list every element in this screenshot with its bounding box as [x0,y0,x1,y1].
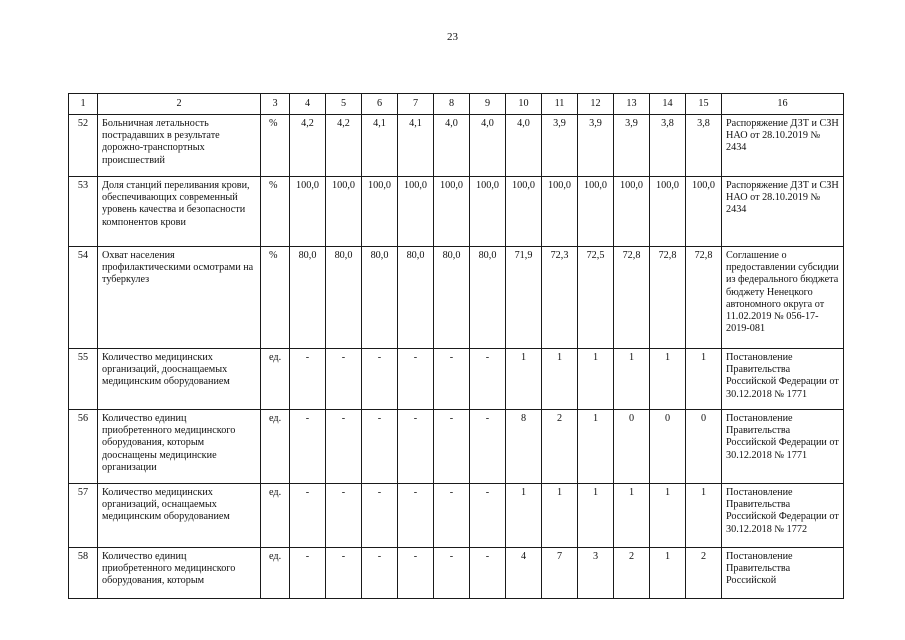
value-cell: 4,1 [362,115,398,177]
value-cell: - [362,410,398,484]
column-header: 14 [650,94,686,115]
value-cell: 100,0 [434,177,470,247]
value-cell: 3,9 [578,115,614,177]
unit-cell: ед. [261,548,290,599]
table-row [69,115,844,177]
source-document-cell: Соглашение о предоставлении субсидии из федерального бюджета бюджету Ненецкого автономного округа от 11.02.2019 № 056-17-2019-081 [722,247,844,349]
unit-cell: % [261,247,290,349]
value-cell: - [362,548,398,599]
value-cell: 1 [542,349,578,410]
value-cell: 72,8 [650,247,686,349]
indicator-name-cell: Количество медицинских организаций, оснащаемых медицинским оборудованием [98,484,261,548]
column-header: 8 [434,94,470,115]
value-cell: - [470,484,506,548]
value-cell: 1 [506,349,542,410]
value-cell: 1 [506,484,542,548]
value-cell: - [398,349,434,410]
column-header: 7 [398,94,434,115]
row-number-cell: 55 [69,349,98,410]
value-cell: 2 [542,410,578,484]
row-number-cell: 53 [69,177,98,247]
value-cell: 71,9 [506,247,542,349]
value-cell: 1 [650,548,686,599]
unit-cell: ед. [261,410,290,484]
value-cell: 3,8 [686,115,722,177]
value-cell: 1 [542,484,578,548]
value-cell: 7 [542,548,578,599]
value-cell: 2 [614,548,650,599]
table-row [69,349,844,410]
column-header: 12 [578,94,614,115]
table-row [69,177,844,247]
value-cell: 4,0 [506,115,542,177]
value-cell: 1 [614,484,650,548]
unit-cell: % [261,115,290,177]
value-cell: 4,1 [398,115,434,177]
indicator-name-cell: Количество медицинских организаций, дооснащаемых медицинским оборудованием [98,349,261,410]
row-number-cell: 52 [69,115,98,177]
value-cell: 100,0 [470,177,506,247]
source-document-cell: Постановление Правительства Российской Федерации от 30.12.2018 № 1772 [722,484,844,548]
source-document-cell: Постановление Правительства Российской Федерации от 30.12.2018 № 1771 [722,410,844,484]
value-cell: 80,0 [470,247,506,349]
value-cell: 3,9 [542,115,578,177]
column-header: 10 [506,94,542,115]
indicators-table [68,93,844,599]
page-number: 23 [447,31,458,43]
value-cell: 3,8 [650,115,686,177]
value-cell: - [470,410,506,484]
value-cell: 4,0 [434,115,470,177]
value-cell: 4 [506,548,542,599]
value-cell: 1 [578,349,614,410]
value-cell: 100,0 [398,177,434,247]
indicator-name-cell: Больничная летальность пострадавших в результате дорожно-транспортных происшествий [98,115,261,177]
column-header: 13 [614,94,650,115]
value-cell: - [326,484,362,548]
column-header: 5 [326,94,362,115]
value-cell: 80,0 [290,247,326,349]
value-cell: - [398,410,434,484]
value-cell: 72,3 [542,247,578,349]
value-cell: - [326,410,362,484]
value-cell: - [434,548,470,599]
value-cell: - [398,548,434,599]
value-cell: 1 [650,484,686,548]
value-cell: 100,0 [326,177,362,247]
table-row [69,484,844,548]
value-cell: 1 [578,484,614,548]
column-header: 9 [470,94,506,115]
value-cell: 3 [578,548,614,599]
value-cell: 0 [614,410,650,484]
column-header: 3 [261,94,290,115]
row-number-cell: 58 [69,548,98,599]
value-cell: 100,0 [506,177,542,247]
column-header: 6 [362,94,398,115]
table-row [69,247,844,349]
indicator-name-cell: Количество единиц приобретенного медицинского оборудования, которым дооснащены медицинские организации [98,410,261,484]
value-cell: 1 [686,484,722,548]
value-cell: - [434,410,470,484]
value-cell: 100,0 [686,177,722,247]
value-cell: 1 [686,349,722,410]
value-cell: 80,0 [362,247,398,349]
source-document-cell: Постановление Правительства Российской Федерации от 30.12.2018 № 1771 [722,349,844,410]
indicator-name-cell: Количество единиц приобретенного медицинского оборудования, которым [98,548,261,599]
value-cell: 100,0 [290,177,326,247]
row-number-cell: 57 [69,484,98,548]
value-cell: - [290,548,326,599]
table-header-row [69,94,844,115]
value-cell: 1 [650,349,686,410]
value-cell: 3,9 [614,115,650,177]
value-cell: - [434,484,470,548]
row-number-cell: 54 [69,247,98,349]
value-cell: - [326,349,362,410]
value-cell: - [434,349,470,410]
indicator-name-cell: Доля станций переливания крови, обеспечивающих современный уровень качества и безопасности компонентов крови [98,177,261,247]
value-cell: 1 [578,410,614,484]
value-cell: 4,2 [290,115,326,177]
value-cell: 0 [650,410,686,484]
source-document-cell: Распоряжение ДЗТ и СЗН НАО от 28.10.2019 № 2434 [722,177,844,247]
source-document-cell: Постановление Правительства Российской [722,548,844,599]
value-cell: 80,0 [434,247,470,349]
value-cell: 100,0 [614,177,650,247]
value-cell: 80,0 [398,247,434,349]
source-document-cell: Распоряжение ДЗТ и СЗН НАО от 28.10.2019 № 2434 [722,115,844,177]
indicator-name-cell: Охват населения профилактическими осмотрами на туберкулез [98,247,261,349]
value-cell: 8 [506,410,542,484]
unit-cell: % [261,177,290,247]
value-cell: 2 [686,548,722,599]
table-row [69,548,844,599]
column-header: 16 [722,94,844,115]
value-cell: - [326,548,362,599]
value-cell: 72,5 [578,247,614,349]
value-cell: 72,8 [614,247,650,349]
value-cell: - [470,349,506,410]
value-cell: - [290,410,326,484]
value-cell: 80,0 [326,247,362,349]
value-cell: 100,0 [362,177,398,247]
value-cell: 4,2 [326,115,362,177]
value-cell: 100,0 [650,177,686,247]
unit-cell: ед. [261,484,290,548]
unit-cell: ед. [261,349,290,410]
column-header: 4 [290,94,326,115]
value-cell: 1 [614,349,650,410]
value-cell: 100,0 [542,177,578,247]
value-cell: - [362,484,398,548]
value-cell: 72,8 [686,247,722,349]
column-header: 15 [686,94,722,115]
value-cell: - [470,548,506,599]
value-cell: - [362,349,398,410]
value-cell: 100,0 [578,177,614,247]
value-cell: - [398,484,434,548]
value-cell: - [290,484,326,548]
value-cell: 4,0 [470,115,506,177]
row-number-cell: 56 [69,410,98,484]
column-header: 11 [542,94,578,115]
column-header: 1 [69,94,98,115]
column-header: 2 [98,94,261,115]
table-row [69,410,844,484]
value-cell: 0 [686,410,722,484]
value-cell: - [290,349,326,410]
